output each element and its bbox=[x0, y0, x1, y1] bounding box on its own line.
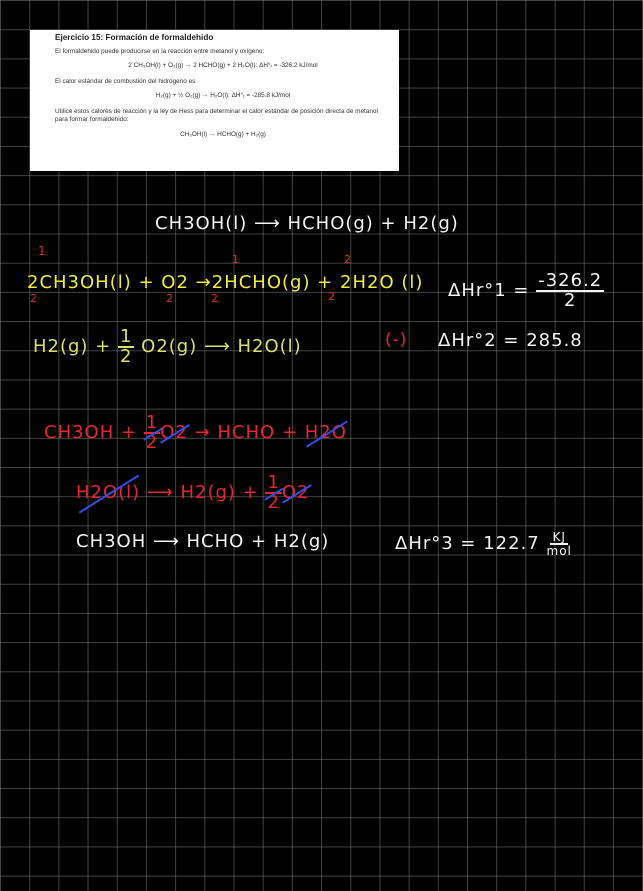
exercise-title: Ejercicio 15: Formación de formaldehido bbox=[55, 33, 214, 42]
eq2-part-b: O2(g) ⟶ H2O(l) bbox=[134, 336, 302, 357]
eq2-minus: (-) bbox=[385, 330, 408, 350]
eq1-den-d: 2 bbox=[328, 290, 336, 303]
eq1-dh-num: -326.2 bbox=[538, 270, 603, 291]
eq1-coef-2: 2 bbox=[211, 272, 225, 293]
eq1-part-b: HCHO(g) + bbox=[224, 272, 340, 293]
red2-o2: O2 bbox=[281, 482, 310, 503]
target-reaction: CH₃OH(l) → HCHO(g) + H₂(g) bbox=[180, 130, 266, 138]
eq1-coef: 2 bbox=[27, 272, 40, 293]
handwritten-target: CH3OH(l) ⟶ HCHO(g) + H2(g) bbox=[155, 213, 459, 234]
red2-h2o: H2O(l) bbox=[76, 482, 141, 503]
result-reaction: CH3OH ⟶ HCHO + H2(g) bbox=[76, 531, 330, 552]
red1-o2: O2 bbox=[160, 422, 188, 443]
eq1-part-c: H2O (l) bbox=[352, 272, 424, 293]
eq2-enthalpy: ΔHr°2 = 285.8 bbox=[438, 330, 583, 351]
red2-part-b: ⟶ H2(g) + bbox=[140, 482, 266, 503]
eq2-frac-num: 1 bbox=[119, 326, 133, 347]
eq2-part-a: H2(g) + bbox=[33, 336, 118, 357]
handwritten-eq2 bbox=[33, 328, 302, 366]
eq1-den-a: 2 bbox=[30, 292, 38, 305]
handwritten-red-2 bbox=[76, 474, 310, 512]
eq1-o2: O2 bbox=[161, 272, 189, 293]
eq1-part-a: CH3OH(l) + bbox=[39, 272, 162, 293]
red2-frac-num: 1 bbox=[267, 472, 280, 493]
eq1-num-b: 1 bbox=[232, 253, 240, 266]
red1-part-a: CH3OH + bbox=[44, 422, 144, 443]
eq1-dh-den: 2 bbox=[564, 290, 577, 311]
handwritten-result bbox=[76, 531, 329, 552]
result-enthalpy bbox=[395, 531, 572, 557]
eq1-arrow: → bbox=[188, 272, 212, 293]
exercise-card bbox=[30, 30, 399, 171]
red2-fraction bbox=[265, 474, 281, 512]
red1-frac-num: 1 bbox=[145, 412, 159, 433]
instruction-text: Utilice estos calores de reacción y la ley de Hess para determinar el calor estándar de posición directa de metanol para formar formaldehido: bbox=[55, 108, 378, 124]
red1-frac-den: 2 bbox=[145, 432, 159, 453]
eq1-dh-label: ΔHr°1 = bbox=[448, 280, 537, 301]
eq1-enthalpy bbox=[448, 272, 604, 310]
eq1-coef-3: 2 bbox=[340, 272, 353, 293]
handwritten-red-1 bbox=[44, 414, 347, 452]
eq1-den-b: 2 bbox=[166, 292, 174, 305]
result-dh: ΔHr°3 = 122.7 bbox=[395, 533, 540, 554]
intro-text: El formaldehido puede producirse en la reacción entre metanol y oxígeno: bbox=[55, 47, 265, 55]
eq1-dh-fraction bbox=[536, 272, 604, 310]
eq2-frac-den: 2 bbox=[119, 346, 133, 367]
red1-part-b: → HCHO + bbox=[187, 422, 305, 443]
result-unit-den: mol bbox=[546, 544, 572, 558]
handwritten-eq1 bbox=[27, 272, 423, 293]
reaction-2: H₂(g) + ½ O₂(g) → H₂O(l): ΔH°ᵣ = -285.8 kJ/mol bbox=[155, 92, 291, 100]
eq2-fraction bbox=[118, 328, 134, 366]
red1-fraction bbox=[144, 414, 160, 452]
eq1-num-a: 1 bbox=[38, 244, 47, 258]
reaction-1: 2 CH₃OH(l) + O₂(g) → 2 HCHO(g) + 2 H₂O(l): ΔH°ᵣ = -326.2 kJ/mol bbox=[128, 61, 318, 69]
eq1-den-c: 2 bbox=[211, 292, 219, 305]
red2-frac-den: 2 bbox=[267, 492, 280, 513]
combustion-text: El calor estándar de combustión del hidrógeno es bbox=[55, 77, 196, 85]
eq1-num-c: 2 bbox=[344, 253, 352, 266]
red1-h2o: H2O bbox=[304, 422, 347, 443]
result-unit bbox=[547, 531, 572, 557]
result-unit-num: KJ bbox=[552, 530, 566, 544]
